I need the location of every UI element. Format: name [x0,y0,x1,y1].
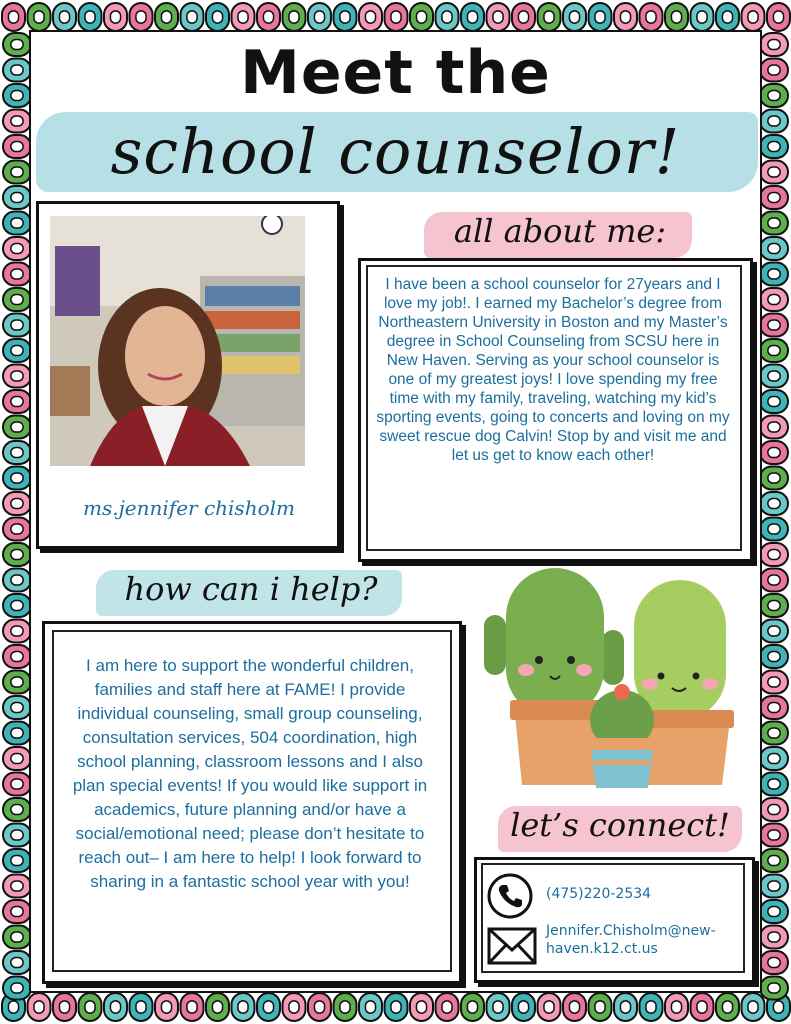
cactus-illustration [484,560,740,796]
about-heading: all about me: [453,212,667,250]
connect-heading: let’s connect! [510,806,730,844]
counselor-photo [50,216,305,466]
envelope-icon [486,926,538,966]
page-title-line2: school counselor! [110,115,681,188]
email-address[interactable] [546,922,716,958]
page-title-line1: Meet the [240,38,551,108]
email-line2: haven.k12.ct.us [546,941,658,957]
phone-number[interactable]: (475)220-2534 [546,886,652,902]
photo-illustration [50,216,305,466]
help-text: I am here to support the wonderful children, families and staff here at FAME! I provide individual counseling, small group counseling, consultation services, 504 coordination, high school planning, classroom lessons and I also plan special events! If you would like support in academics, future planning and/or have a social/emotional need; please don’t hesitate to reach out– I am here to help! I look forward to sharing in a fantastic school year with you! [72,656,428,891]
help-heading: how can i help? [124,570,378,608]
photo-caption: ms.jennifer chisholm [83,496,295,520]
phone-icon [486,872,534,920]
email-line1: Jennifer.Chisholm@new- [546,923,716,939]
about-text: I have been a school counselor for 27years and I love my job!. I earned my Bachelor’s degree from Northeastern University in Boston and my Master’s degree in School Counseling from SCSU here in New Haven. Serving as your school counselor is one of my greatest joys! I love spending my free time with my family, traveling, watching my kid’s sporting events, going to concerts and loving on my sweet rescue dog Calvin! Stop by and visit me and let us get to know each other! [376,276,730,464]
